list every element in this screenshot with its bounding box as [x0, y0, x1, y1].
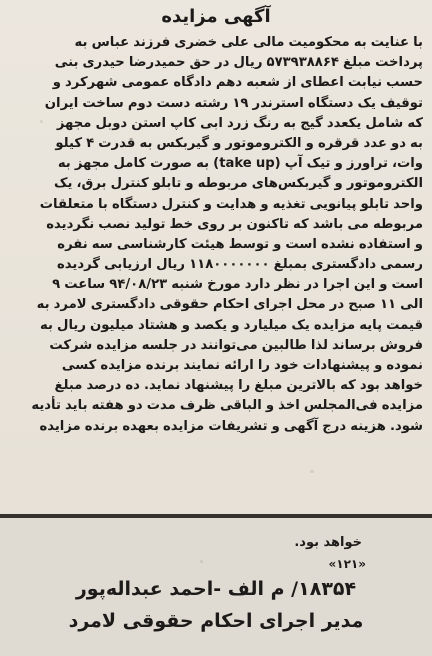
continuation-text: خواهد بود. [294, 535, 362, 550]
notice-body [9, 33, 423, 437]
paper-speck [200, 560, 203, 563]
notice-line: خواهد بود که بالاترین مبلغ را پیشنهاد نماید. ده درصد مبلغ [54, 378, 423, 394]
signature-title: مدیر اجرای احکام حقوقی لامرد [68, 610, 364, 632]
signature-name: ۱۸۳۵۴/ م الف -احمد عبداله‌پور [75, 578, 357, 600]
paper-speck [40, 120, 43, 123]
notice-line: مزایده فی‌المجلس اخذ و الباقی ظرف مدت دو هفته باید تأدیه [31, 398, 423, 414]
notice-line: مربوطه می باشد که تاکنون بر روی خط تولید نصب نگردیده [46, 216, 423, 232]
notice-line: رسمی دادگستری بمبلغ ۱۱۸۰۰۰۰۰۰۰ ریال ارزیابی گردیده [56, 257, 423, 273]
notice-line: توقیف یک دستگاه استرندر ۱۹ رشته دست دوم ساخت ایران [44, 95, 423, 111]
notice-line: حسب نیابت اعطای از شعبه دهم دادگاه عمومی شهرکرد و [52, 75, 423, 91]
notice-title: آگهی مزایده [161, 6, 271, 27]
notice-line: الکتروموتور و گیربکس‌های مربوطه و تابلو کنترل برق، یک [54, 176, 423, 192]
notice-line: فروش برساند لذا طالبین می‌توانند در جلسه مزایده شرکت [49, 337, 423, 353]
notice-line: که شامل یکعدد گیج به رنگ زرد ابی کاپ استن دوبل مجهز [56, 115, 423, 131]
notice-footer [0, 518, 432, 656]
reference-number: «۱۲۱» [328, 557, 366, 571]
notice-line: با عنایت به محکومیت مالی علی خضری فرزند عباس به [74, 35, 423, 50]
notice-line: پرداخت مبلغ ۵۷۳۹۳۸۸۶۴ ریال در حق حمیدرضا حیدری بنی [54, 55, 423, 71]
notice-line: قیمت پایه مزایده یک میلیارد و یکصد و هشتاد میلیون ریال به [39, 317, 423, 333]
notice-line: الی ۱۱ صبح در محل اجرای احکام حقوقی دادگستری لامرد به [36, 297, 423, 313]
notice-line: و استفاده نشده است و توسط هیئت کارشناسی سه نفره [57, 236, 423, 252]
notice-line: نموده و پیشنهادات خود را ارائه نمایند برنده مزایده کسی [61, 358, 423, 373]
notice-line: وات، تراورز و تیک آپ (take up) به صورت کامل مجهز به [57, 156, 423, 172]
notice-line: است و این اجرا در نظر دارد مورخ شنبه ۹۴/۰۸/۲۳ ساعت ۹ [52, 277, 423, 293]
notice-line: به دو عدد قرقره و الکتروموتور و گیربکس به قدرت ۴ کیلو [55, 135, 423, 151]
notice-line: واحد تابلو پیانویی تغذیه و هدایت و کنترل دستگاه با متعلقات [39, 196, 423, 212]
notice-line: شود. هزینه درج آگهی و تشریفات مزایده بعهده برنده مزایده [39, 418, 423, 434]
paper-speck [310, 470, 314, 473]
